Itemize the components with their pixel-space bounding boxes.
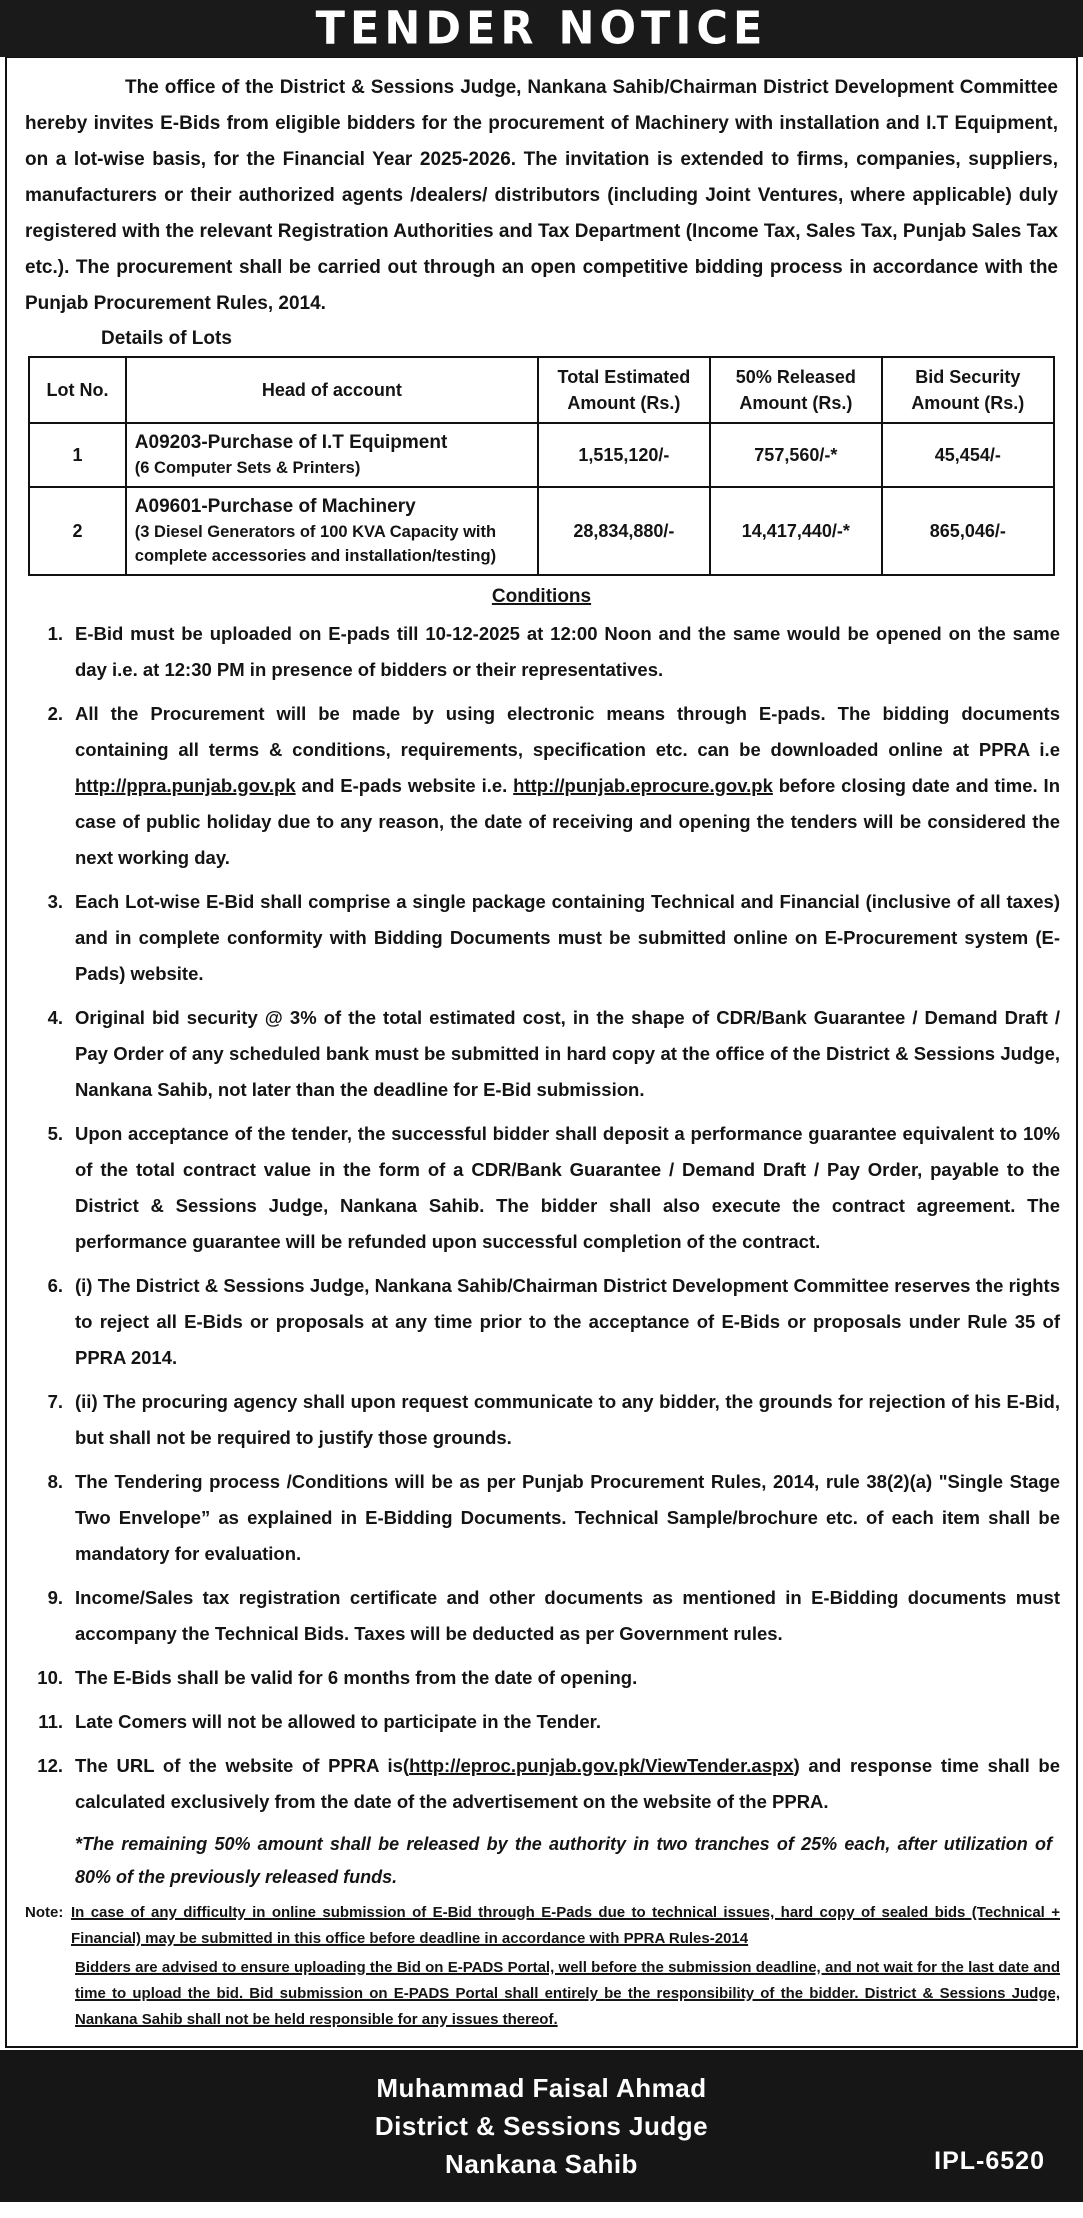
cell-bid-security: 45,454/-: [882, 423, 1054, 487]
condition-text: Late Comers will not be allowed to participate in the Tender.: [75, 1711, 601, 1732]
condition-number: 8.: [47, 1471, 63, 1492]
condition-text: (ii) The procuring agency shall upon request communicate to any bidder, the grounds for rejection of his E-Bid, but shall not be required to justify those grounds.: [75, 1391, 1060, 1448]
notice-body: [5, 57, 1078, 2048]
table-header-row: [29, 357, 1054, 423]
cell-head-of-account: [126, 487, 538, 575]
signatory-place: Nankana Sahib: [445, 2149, 638, 2179]
condition-item: [23, 1580, 1060, 1652]
lots-table-header: [29, 357, 1054, 423]
condition-item: [23, 1384, 1060, 1456]
condition-item: [23, 1704, 1060, 1740]
signature-footer: [0, 2050, 1083, 2202]
condition-number: 12.: [37, 1755, 63, 1776]
condition-number: 9.: [47, 1587, 63, 1608]
table-row: [29, 423, 1054, 487]
condition-text: All the Procurement will be made by using electronic means through E-pads. The bidding documents containing all terms & conditions, requirements, specification etc. can be downloaded online at PPRA i.e http://ppra.punjab.gov.pk and E-pads website i.e. http://punjab.eprocure.gov.pk before closing date and time. In case of public holiday due to any reason, the date of receiving and opening the tenders will be considered the next working day.: [75, 703, 1061, 868]
condition-item: [23, 616, 1060, 688]
condition-item: [23, 1464, 1060, 1572]
cell-bid-security: 865,046/-: [882, 487, 1054, 575]
condition-item: [23, 696, 1060, 876]
page-title: TENDER NOTICE: [315, 2, 768, 55]
cell-lot-no: 1: [29, 423, 126, 487]
conditions-list: [23, 616, 1060, 1820]
conditions-heading: Conditions: [491, 586, 592, 607]
condition-item: [23, 1268, 1060, 1376]
lots-table: [28, 356, 1055, 576]
cell-lot-no: 2: [29, 487, 126, 575]
bottom-margin: [0, 2202, 1083, 2218]
head-of-account-title: A09601-Purchase of Machinery: [134, 496, 416, 517]
note-paragraphs: [71, 1900, 1060, 2036]
head-of-account-title: A09203-Purchase of I.T Equipment: [134, 432, 448, 453]
note-paragraph: Bidders are advised to ensure uploading the Bid on E-PADS Portal, well before the submission deadline, and not wait for the last date and time to upload the bid. Bid submission on E-PADS Portal shall entirely be the responsibility of the bidder. District & Sessions Judge, Nankana Sahib shall not be held responsible for any issues thereof.: [75, 1959, 1060, 2028]
note-label: Note:: [25, 1904, 64, 1921]
condition-number: 7.: [47, 1391, 63, 1412]
url-text: http://ppra.punjab.gov.pk: [75, 775, 296, 796]
note-paragraph: In case of any difficulty in online submission of E-Bid through E-Pads due to technical issues, hard copy of sealed bids (Technical + Financial) may be submitted in this office before deadline in accordance with PPRA Rules-2014: [71, 1904, 1060, 1947]
cell-50-released: 14,417,440/-*: [710, 487, 882, 575]
header-total-estimated: Total Estimated Amount (Rs.): [538, 357, 710, 423]
header-lot-no: Lot No.: [29, 357, 126, 423]
url-text: http://punjab.eprocure.gov.pk: [513, 775, 773, 796]
condition-number: 1.: [47, 623, 63, 644]
advert-ref-code: IPL-6520: [934, 2147, 1045, 2175]
cell-50-released: 757,560/-*: [710, 423, 882, 487]
condition-item: [23, 1660, 1060, 1696]
condition-number: 4.: [47, 1007, 63, 1028]
star-footnote: *The remaining 50% amount shall be released by the authority in two tranches of 25% each, after utilization of 80% of the previously released funds.: [75, 1834, 1052, 1887]
tender-notice-banner: [0, 0, 1083, 57]
condition-item: [23, 1116, 1060, 1260]
table-row: [29, 487, 1054, 575]
condition-number: 3.: [47, 891, 63, 912]
condition-text: Original bid security @ 3% of the total estimated cost, in the shape of CDR/Bank Guarantee / Demand Draft / Pay Order of any scheduled bank must be submitted in hard copy at the office of the District & Sessions Judge, Nankana Sahib, not later than the deadline for E-Bid submission.: [75, 1007, 1060, 1100]
signatory-name: Muhammad Faisal Ahmad: [376, 2073, 707, 2103]
url-text: http://eproc.punjab.gov.pk/ViewTender.aspx: [409, 1755, 794, 1776]
header-50-released: 50% Released Amount (Rs.): [710, 357, 882, 423]
condition-text: E-Bid must be uploaded on E-pads till 10-12-2025 at 12:00 Noon and the same would be opened on the same day i.e. at 12:30 PM in presence of bidders or their representatives.: [75, 623, 1060, 680]
signatory-designation: District & Sessions Judge: [374, 2111, 709, 2141]
condition-text: Income/Sales tax registration certificate and other documents as mentioned in E-Bidding documents must accompany the Technical Bids. Taxes will be deducted as per Government rules.: [75, 1587, 1060, 1644]
condition-item: [23, 884, 1060, 992]
condition-text: (i) The District & Sessions Judge, Nankana Sahib/Chairman District Development Committee reserves the rights to reject all E-Bids or proposals at any time prior to the acceptance of E-Bids or proposals under Rule 35 of PPRA 2014.: [75, 1275, 1060, 1368]
note-block: [25, 1900, 1060, 2036]
head-of-account-detail: (6 Computer Sets & Printers): [134, 459, 361, 477]
condition-item: [23, 1748, 1060, 1820]
condition-number: 5.: [47, 1123, 63, 1144]
condition-text: Upon acceptance of the tender, the successful bidder shall deposit a performance guarantee equivalent to 10% of the total contract value in the form of a CDR/Bank Guarantee / Demand Draft / Pay Order, payable to the District & Sessions Judge, Nankana Sahib. The bidder shall also execute the contract agreement. The performance guarantee will be refunded upon successful completion of the contract.: [75, 1123, 1060, 1252]
condition-number: 2.: [47, 703, 63, 724]
intro-paragraph: The office of the District & Sessions Judge, Nankana Sahib/Chairman District Development Committee hereby invites E-Bids from eligible bidders for the procurement of Machinery with installation and I.T Equipment, on a lot-wise basis, for the Financial Year 2025-2026. The invitation is extended to firms, companies, suppliers, manufacturers or their authorized agents /dealers/ distributors (including Joint Ventures, where applicable) duly registered with the relevant Registration Authorities and Tax Department (Income Tax, Sales Tax, Punjab Sales Tax etc.). The procurement shall be carried out through an open competitive bidding process in accordance with the Punjab Procurement Rules, 2014.: [25, 77, 1058, 314]
condition-number: 6.: [47, 1275, 63, 1296]
condition-item: [23, 1000, 1060, 1108]
header-head-of-account: Head of account: [126, 357, 538, 423]
condition-text: Each Lot-wise E-Bid shall comprise a single package containing Technical and Financial (inclusive of all taxes) and in complete conformity with Bidding Documents must be submitted online on E-Procurement system (E-Pads) website.: [75, 891, 1060, 984]
lots-table-body: [29, 423, 1054, 575]
details-of-lots-heading: Details of Lots: [101, 328, 232, 349]
condition-number: 10.: [37, 1667, 63, 1688]
header-bid-security: Bid Security Amount (Rs.): [882, 357, 1054, 423]
cell-total-estimated: 1,515,120/-: [538, 423, 710, 487]
condition-text: The URL of the website of PPRA is(http://eproc.punjab.gov.pk/ViewTender.aspx) and response time shall be calculated exclusively from the date of the advertisement on the website of the PPRA.: [75, 1755, 1061, 1812]
head-of-account-detail: (3 Diesel Generators of 100 KVA Capacity with complete accessories and installation/testing): [134, 523, 497, 565]
cell-total-estimated: 28,834,880/-: [538, 487, 710, 575]
condition-text: The E-Bids shall be valid for 6 months from the date of opening.: [75, 1667, 638, 1688]
condition-number: 11.: [38, 1711, 63, 1732]
condition-text: The Tendering process /Conditions will be as per Punjab Procurement Rules, 2014, rule 38(2)(a) "Single Stage Two Envelope” as explained in E-Bidding Documents. Technical Sample/brochure etc. of each item shall be mandatory for evaluation.: [75, 1471, 1060, 1564]
cell-head-of-account: [126, 423, 538, 487]
